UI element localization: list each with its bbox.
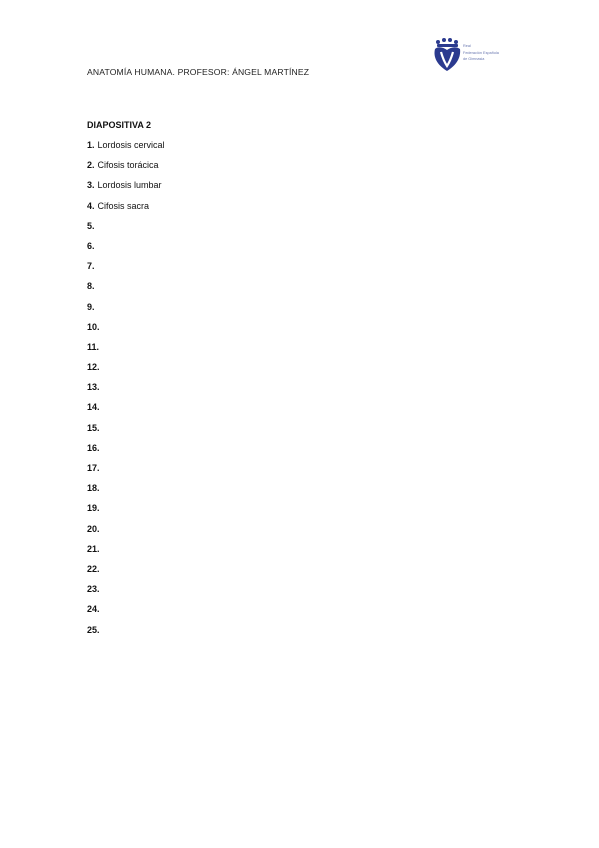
list-item bbox=[87, 423, 165, 443]
item-number: 15. bbox=[87, 422, 100, 433]
logo-line: Real bbox=[463, 44, 471, 48]
list-item bbox=[87, 625, 165, 645]
list-item bbox=[87, 544, 165, 564]
list-item bbox=[87, 483, 165, 503]
list-item bbox=[87, 362, 165, 382]
document-header: ANATOMÍA HUMANA. PROFESOR: ÁNGEL MARTÍNEZ bbox=[87, 67, 310, 77]
answer-list bbox=[87, 140, 165, 645]
list-item bbox=[87, 180, 165, 200]
item-number: 12. bbox=[87, 362, 100, 373]
crown-emblem-icon bbox=[433, 37, 463, 75]
list-item bbox=[87, 342, 165, 362]
logo-line: de Gimnasia bbox=[463, 57, 485, 61]
item-number: 25. bbox=[87, 624, 100, 635]
section-title: DIAPOSITIVA 2 bbox=[87, 120, 152, 130]
item-number: 4. bbox=[87, 200, 95, 211]
item-answer: Lordosis lumbar bbox=[97, 180, 162, 191]
list-item bbox=[87, 302, 165, 322]
list-item bbox=[87, 160, 165, 180]
list-item bbox=[87, 140, 165, 160]
item-number: 16. bbox=[87, 442, 100, 453]
item-number: 22. bbox=[87, 563, 100, 574]
list-item bbox=[87, 382, 165, 402]
item-number: 17. bbox=[87, 463, 100, 473]
list-item bbox=[87, 241, 165, 261]
item-number: 3. bbox=[87, 180, 95, 191]
item-answer: Lordosis cervical bbox=[97, 140, 165, 150]
item-number: 21. bbox=[87, 543, 100, 554]
item-number: 18. bbox=[87, 483, 100, 494]
item-number: 11. bbox=[87, 341, 100, 352]
item-number: 14. bbox=[87, 402, 100, 413]
item-number: 13. bbox=[87, 382, 100, 393]
item-number: 2. bbox=[87, 160, 95, 171]
item-number: 5. bbox=[87, 220, 95, 231]
item-number: 7. bbox=[87, 261, 95, 272]
item-number: 6. bbox=[87, 240, 95, 251]
list-item bbox=[87, 604, 165, 624]
list-item bbox=[87, 443, 165, 463]
list-item bbox=[87, 322, 165, 342]
list-item bbox=[87, 524, 165, 544]
list-item bbox=[87, 281, 165, 301]
list-item bbox=[87, 261, 165, 281]
list-item bbox=[87, 221, 165, 241]
item-number: 9. bbox=[87, 301, 95, 312]
list-item bbox=[87, 402, 165, 422]
item-number: 1. bbox=[87, 140, 95, 150]
list-item bbox=[87, 463, 165, 483]
item-number: 20. bbox=[87, 523, 100, 534]
item-answer: Cifosis torácica bbox=[97, 160, 159, 171]
item-number: 19. bbox=[87, 503, 100, 514]
item-number: 23. bbox=[87, 584, 100, 595]
item-answer: Cifosis sacra bbox=[97, 200, 150, 211]
item-number: 10. bbox=[87, 321, 100, 332]
item-number: 8. bbox=[87, 281, 95, 292]
list-item bbox=[87, 503, 165, 523]
list-item bbox=[87, 201, 165, 221]
item-number: 24. bbox=[87, 604, 100, 615]
list-item bbox=[87, 584, 165, 604]
list-item bbox=[87, 564, 165, 584]
logo-line: Federación Española bbox=[463, 50, 499, 55]
federation-logo bbox=[433, 37, 515, 77]
